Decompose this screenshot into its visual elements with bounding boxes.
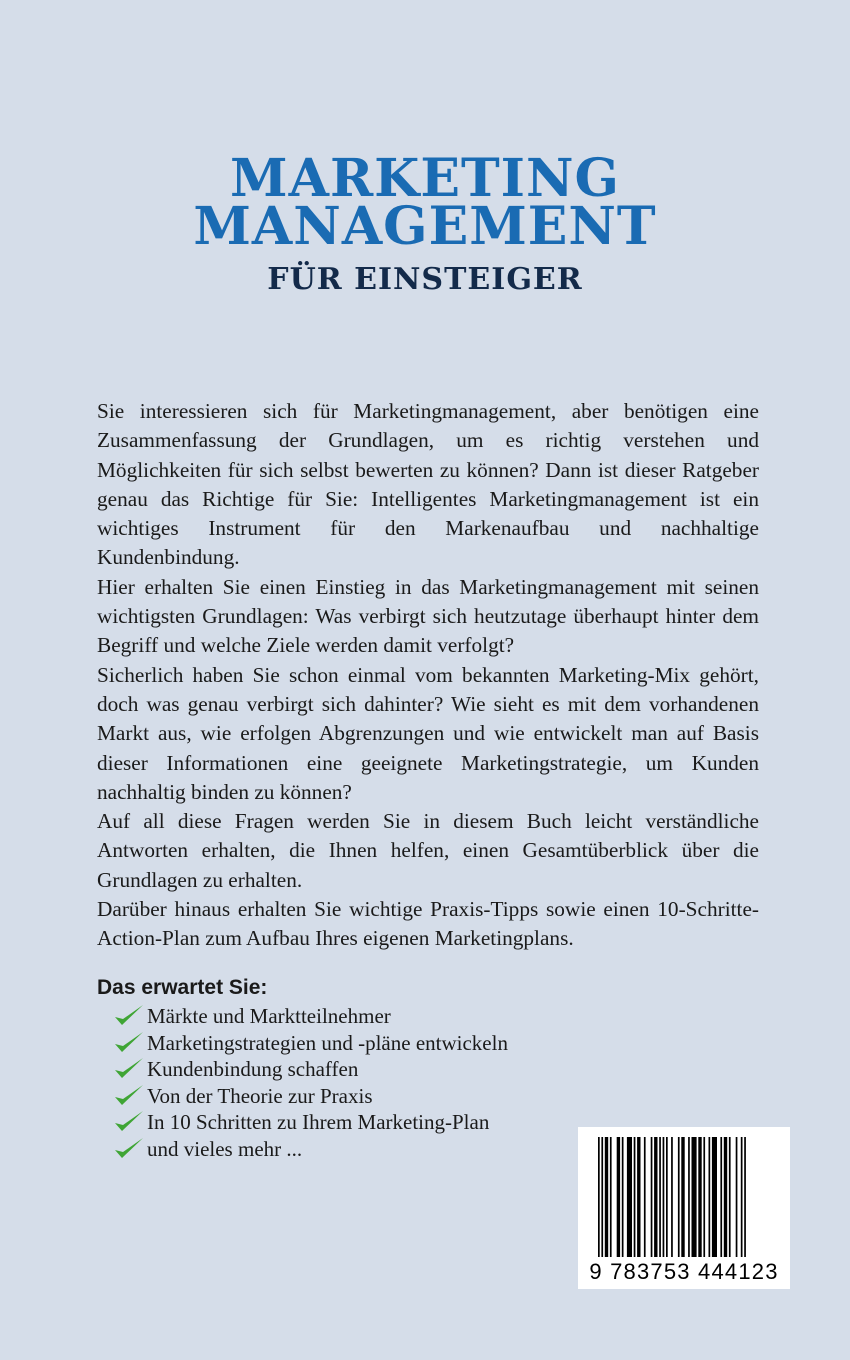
checkmark-icon [113,1109,147,1135]
checkmark-icon [113,1083,147,1109]
feature-label: Kundenbindung schaffen [147,1057,359,1081]
book-title-line2: MANAGEMENT [193,196,657,257]
barcode-bar [637,1137,640,1257]
blurb-paragraph: Sie interessieren sich für Marketingmanagement, aber benötigen eine Zusammenfassung der Grundlagen, um es richtig verstehen und Möglichkeiten für sich selbst bewerten zu können? Dann ist dieser Ratgeber genau das Richtige für Sie: Intelligentes Marketingmanagement ist ein wichtiges Instrument für den Markenaufbau und nachhaltige Kundenbindung. [97,399,759,570]
feature-label: Märkte und Marktteilnehmer [147,1004,391,1028]
book-subtitle: FÜR EINSTEIGER [267,262,583,297]
barcode-bar [605,1137,608,1257]
barcode-bar [654,1137,657,1257]
feature-item [113,1003,508,1030]
barcode-bar [724,1137,727,1257]
feature-item [113,1136,508,1163]
book-title-line1: MARKETING [230,148,620,209]
barcode-bar [617,1137,620,1257]
barcode-bar [678,1137,680,1257]
barcode-bar [681,1137,684,1257]
blurb-paragraph: Auf all diese Fragen werden Sie in diesem Buch leicht verständliche Antworten erhalten, die Ihnen helfen, einen Gesamtüberblick über die Grundlagen zu erhalten. [97,809,759,892]
isbn-barcode [578,1127,790,1289]
barcode-bar [688,1137,690,1257]
feature-label: In 10 Schritten zu Ihrem Marketing-Plan [147,1110,490,1134]
blurb-paragraph: Hier erhalten Sie einen Einstieg in das Marketingmanagement mit seinen wichtigsten Grundlagen: Was verbirgt sich heutzutage überhaupt hinter dem Begriff und welche Ziele werden damit verfolgt? [97,574,759,658]
feature-item [113,1109,508,1136]
feature-label: Von der Theorie zur Praxis [147,1083,373,1108]
feature-item [113,1030,508,1057]
barcode-bar [601,1137,603,1257]
features-list [113,1003,508,1162]
barcode-bar [709,1137,711,1257]
barcode-bar [671,1137,673,1257]
barcode-bar [634,1137,636,1257]
feature-item [113,1056,508,1083]
barcode-bar [663,1137,665,1257]
features-heading: Das erwartet Sie: [97,976,268,999]
barcode-bar [736,1137,738,1257]
barcode-bar [651,1137,653,1257]
barcode-bar [729,1137,731,1257]
barcode-bar [712,1137,717,1257]
barcode-bar [744,1137,746,1257]
barcode-bar [644,1137,646,1257]
blurb-paragraph: Sicherlich haben Sie schon einmal vom bekannten Marketing-Mix gehört, doch was genau verbirgt sich dahinter? Wie sieht es mit dem vorhandenen Markt aus, wie erfolgen Abgrenzungen und wie entwickelt man auf Basis dieser Informationen eine geeignete Marketingstrategie, um Kunden nachhaltig binden zu können? [97,662,759,804]
isbn-number: 9 783753 444123 [589,1259,779,1284]
checkmark-icon [113,1056,147,1082]
barcode-bar [703,1137,705,1257]
barcode-bar [692,1137,697,1257]
feature-label: Marketingstrategien und -pläne entwickeln [147,1030,508,1055]
blurb-text [97,397,759,954]
feature-item [113,1083,508,1110]
barcode-bar [610,1137,612,1257]
checkmark-icon [113,1136,147,1162]
barcode-bar [698,1137,701,1257]
blurb-paragraph: Darüber hinaus erhalten Sie wichtige Praxis-Tipps sowie einen 10-Schritte-Action-Plan zum Aufbau Ihres eigenen Marketingplans. [97,897,759,951]
barcode-bar [622,1137,624,1257]
barcode-bar [627,1137,632,1257]
feature-label: und vieles mehr ... [147,1136,303,1161]
checkmark-icon [113,1003,147,1029]
barcode-bar [720,1137,722,1257]
barcode-bar [659,1137,661,1257]
barcode-bar [741,1137,743,1257]
checkmark-icon [113,1030,147,1056]
barcode-bar [598,1137,600,1257]
barcode-bar [666,1137,668,1257]
